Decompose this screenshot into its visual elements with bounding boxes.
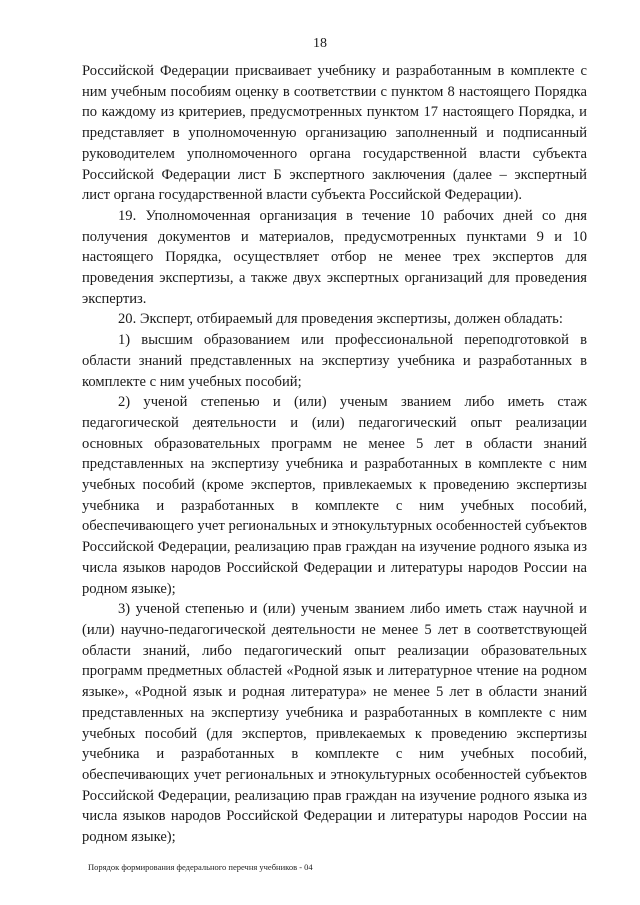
page-number: 18 (313, 36, 327, 51)
document-body (82, 61, 587, 848)
paragraph-item-20: 20. Эксперт, отбираемый для проведения экспертизы, должен обладать: (118, 311, 563, 328)
paragraph-continuation: Российской Федерации присваивает учебнику и разработанным в комплекте с ним учебным пособиям оценку в соответствии с пунктом 8 настоящего Порядка по каждому из критериев, предусмотренных пунктом 17 настоящего Порядка, и представляет в уполномоченную организацию заполненный и подписанный руководителем уполномоченного органа государственной власти субъекта Российской Федерации лист Б экспертного заключения (далее – экспертный лист органа государственной власти субъекта Российской Федерации). (82, 63, 587, 204)
page-footer: Порядок формирования федерального перечня учебников - 04 (88, 862, 313, 872)
paragraph-subitem-2: 2) ученой степенью и (или) ученым званием либо иметь стаж педагогической деятельности и (или) педагогический опыт реализации основных образовательных программ не менее 5 лет в области знаний представленных на экспертизу учебника и разработанных в комплекте с ним учебных пособий (кроме экспертов, привлекаемых к проведению экспертизы учебника и разработанных в комплекте с ним учебных пособий, обеспечивающего учет региональных и этнокультурных особенностей субъектов Российской Федерации, реализацию прав граждан на изучение родного языка из числа языков народов Российской Федерации и литературы народов России на родном языке); (82, 394, 587, 597)
paragraph-subitem-1: 1) высшим образованием или профессиональной переподготовкой в области знаний представленных на экспертизу учебника и разработанных в комплекте с ним учебных пособий; (82, 332, 587, 390)
paragraph-subitem-3: 3) ученой степенью и (или) ученым званием либо иметь стаж научной и (или) научно-педагогической деятельности не менее 5 лет в соответствующей области знаний, либо педагогический опыт реализации образовательных программ предметных областей «Родной язык и литературное чтение на родном языке», «Родной язык и родная литература» не менее 5 лет в области знаний представленных на экспертизу учебника и разработанных в комплекте с ним учебных пособий (для экспертов, привлекаемых к проведению экспертизы учебника и разработанных в комплекте с ним учебных пособий, обеспечивающих учет региональных и этнокультурных особенностей субъектов Российской Федерации, реализацию прав граждан на изучение родного языка из числа языков народов Российской Федерации и литературы народов России на родном языке); (82, 601, 587, 846)
paragraph-item-19: 19. Уполномоченная организация в течение 10 рабочих дней со дня получения документов и материалов, предусмотренных пунктами 9 и 10 настоящего Порядка, осуществляет отбор не менее трех экспертов для проведения экспертизы, а также двух экспертных организаций для проведения экспертиз. (82, 207, 587, 307)
